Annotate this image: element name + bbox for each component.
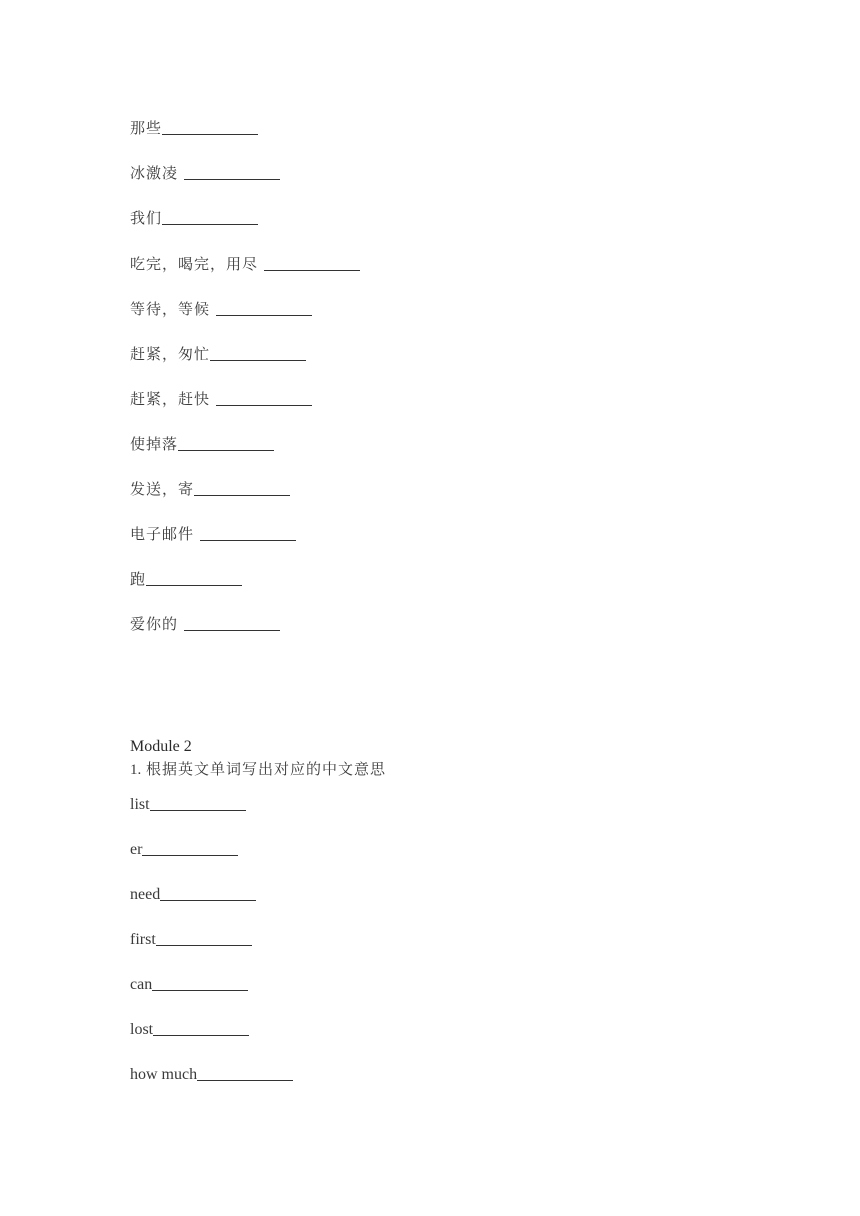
answer-blank[interactable]	[216, 314, 312, 316]
vocab-item	[130, 163, 280, 183]
answer-blank[interactable]	[153, 1034, 249, 1036]
word-item	[130, 930, 252, 950]
word-item	[130, 840, 238, 860]
vocab-item	[130, 569, 242, 589]
vocab-item	[130, 389, 312, 409]
vocab-item	[130, 524, 296, 544]
vocab-label: 我们	[130, 209, 163, 227]
word-item	[130, 1065, 293, 1085]
answer-blank[interactable]	[178, 449, 274, 451]
word-item	[130, 975, 248, 995]
word-label: first	[130, 931, 156, 948]
vocab-label: 那些	[130, 119, 163, 137]
vocab-item	[130, 479, 290, 499]
word-item	[130, 1020, 249, 1040]
answer-blank[interactable]	[152, 989, 248, 991]
word-item	[130, 795, 246, 815]
answer-blank[interactable]	[216, 404, 312, 406]
word-label: can	[130, 976, 153, 993]
module-title: Module 2	[130, 738, 192, 755]
vocab-label: 等待，等候	[130, 300, 211, 318]
vocab-item	[130, 208, 258, 228]
vocab-label: 爱你的	[130, 615, 179, 633]
answer-blank[interactable]	[142, 854, 238, 856]
answer-blank[interactable]	[146, 584, 242, 586]
answer-blank[interactable]	[210, 359, 306, 361]
answer-blank[interactable]	[162, 133, 258, 135]
vocab-label: 跑	[130, 570, 147, 588]
vocab-item	[130, 614, 280, 634]
word-label: er	[130, 841, 143, 858]
answer-blank[interactable]	[162, 223, 258, 225]
answer-blank[interactable]	[156, 944, 252, 946]
vocab-label: 使掉落	[130, 435, 179, 453]
instruction-text: 根据英文单词写出对应的中文意思	[146, 760, 387, 778]
answer-blank[interactable]	[194, 494, 290, 496]
instruction-number: 1.	[130, 762, 142, 778]
answer-blank[interactable]	[264, 269, 360, 271]
vocab-label: 赶紧，赶快	[130, 390, 211, 408]
instruction	[130, 759, 386, 780]
answer-blank[interactable]	[184, 629, 280, 631]
answer-blank[interactable]	[150, 809, 246, 811]
vocab-item	[130, 118, 258, 138]
vocab-label: 电子邮件	[130, 525, 195, 543]
word-item	[130, 885, 256, 905]
vocab-label: 赶紧，匆忙	[130, 345, 211, 363]
vocab-item	[130, 344, 306, 364]
answer-blank[interactable]	[200, 539, 296, 541]
vocab-label: 冰激凌	[130, 164, 179, 182]
word-label: list	[130, 796, 150, 813]
vocab-item	[130, 434, 274, 454]
word-label: lost	[130, 1021, 154, 1038]
answer-blank[interactable]	[197, 1079, 293, 1081]
word-label: how much	[130, 1066, 198, 1083]
vocab-label: 发送，寄	[130, 480, 195, 498]
vocab-item	[130, 254, 360, 274]
word-label: need	[130, 886, 161, 903]
answer-blank[interactable]	[160, 899, 256, 901]
vocab-label: 吃完，喝完，用尽	[130, 255, 259, 273]
vocab-item	[130, 299, 312, 319]
answer-blank[interactable]	[184, 178, 280, 180]
